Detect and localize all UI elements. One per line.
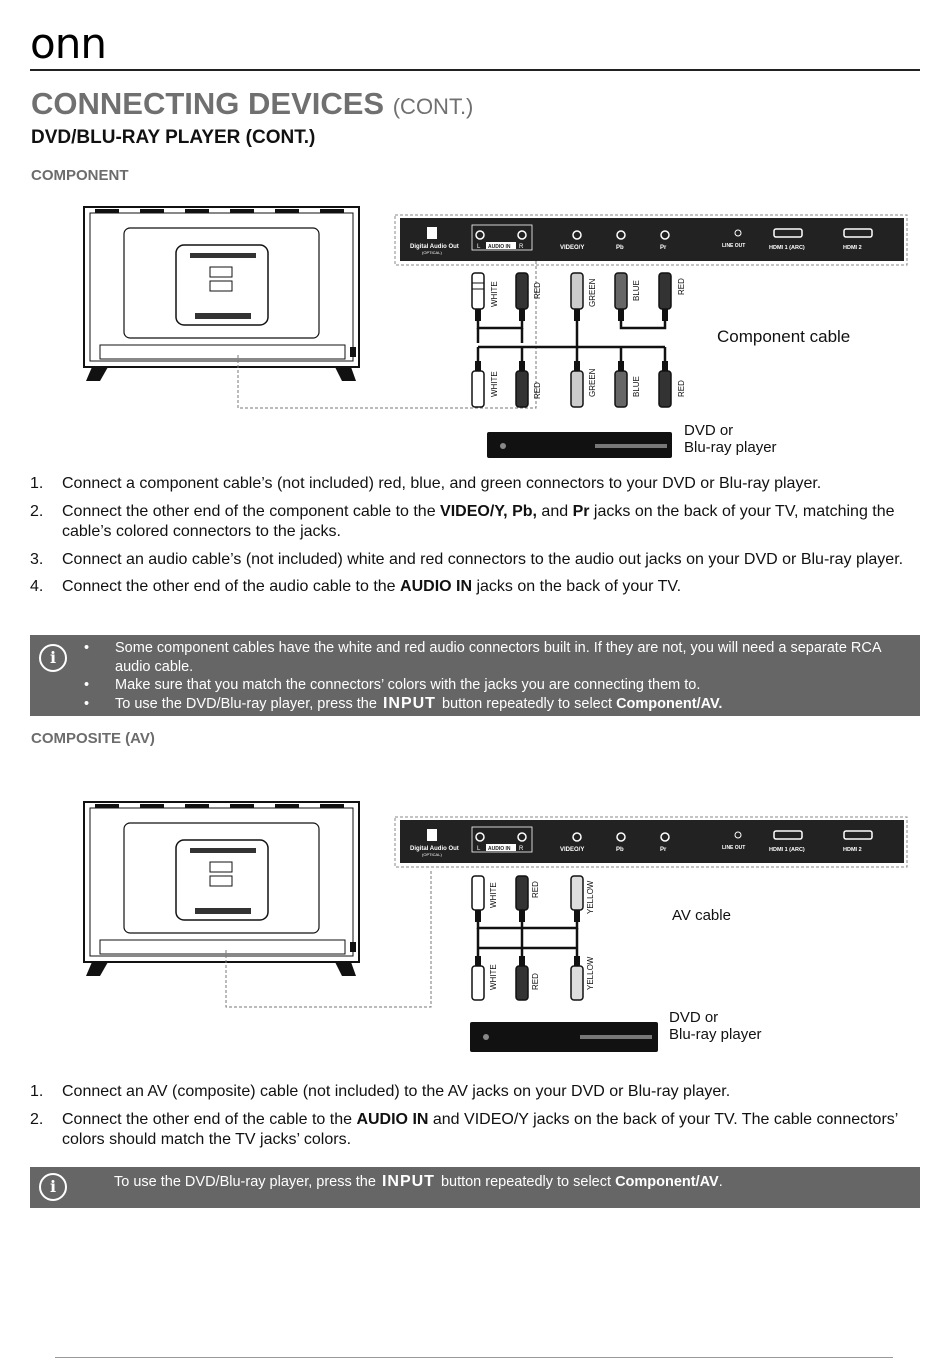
step-text: jacks on the back of your TV. [472, 578, 682, 595]
player-label-line1: DVD or [669, 1009, 719, 1026]
plug-label-red-top: RED [531, 881, 540, 898]
plug-label-red-bottom: RED [531, 973, 540, 990]
step-text: Connect the other end of the component cable to the [62, 502, 441, 520]
label-line-out: LINE OUT [722, 243, 746, 249]
av-cable-wires [478, 922, 577, 958]
step-number: 2. [30, 502, 44, 520]
brand-logo: onn [30, 19, 106, 68]
plug-label-green-top: GREEN [588, 278, 597, 307]
tv-back-illustration [84, 207, 359, 381]
step-text: jacks on the back of your TV, matching the cable’s colored connectors to the jacks. [62, 502, 895, 540]
plug-label-red-bottom: RED [533, 382, 542, 399]
note-text: . [718, 1174, 723, 1190]
list-item [30, 577, 925, 598]
plug-label-white-top: WHITE [489, 882, 498, 908]
step-bold: Pr [572, 502, 590, 520]
bullet: • [84, 640, 90, 656]
page-title [31, 86, 473, 125]
label-digital-audio-out: Digital Audio Out [410, 244, 459, 250]
input-key-label: INPUT [382, 694, 436, 712]
info-icon: i [39, 644, 67, 672]
label-r: R [519, 846, 524, 852]
info-icon: i [39, 1173, 67, 1201]
composite-diagram [0, 790, 950, 1060]
step-text: and [536, 502, 573, 520]
bullet: • [84, 695, 90, 712]
label-l: L [477, 846, 481, 852]
component-note-box [30, 635, 920, 716]
bottom-rule [55, 1357, 893, 1358]
note-text: button repeatedly to select [441, 695, 613, 712]
list-item [30, 474, 925, 495]
label-video-y: VIDEO/Y [560, 245, 585, 251]
step-text: and VIDEO/Y jacks on the back of your TV. The cable connectors’ colors should match the TV jacks’ colors. [62, 1110, 898, 1148]
step-number: 1. [30, 475, 44, 492]
plug-label-yellow-bottom: YELLOW [586, 956, 595, 990]
note-text-line [114, 1173, 723, 1191]
plug-label-red-top: RED [533, 282, 542, 299]
player-label-line1: DVD or [684, 422, 734, 439]
av-cable-label: AV cable [672, 907, 731, 924]
label-line-out: LINE OUT [722, 845, 746, 851]
step-bold: AUDIO IN [356, 1110, 429, 1128]
label-pb: Pb [616, 847, 624, 853]
label-pr: Pr [660, 847, 667, 853]
note-text: Make sure that you match the connectors’ colors with the jacks you are connecting them to. [115, 677, 701, 693]
label-digital-audio-out: Digital Audio Out [410, 846, 459, 852]
plug-label-blue-bottom: BLUE [632, 376, 641, 397]
tv-back-illustration [84, 802, 359, 976]
plug-label-white-top: WHITE [490, 281, 499, 307]
label-hdmi1: HDMI 1 (ARC) [769, 847, 805, 853]
label-video-y: VIDEO/Y [560, 847, 585, 853]
label-hdmi2: HDMI 2 [843, 847, 862, 853]
step-text: Connect an AV (composite) cable (not included) to the AV jacks on your DVD or Blu-ray player. [62, 1083, 731, 1100]
plug-label-blue-top: BLUE [632, 280, 641, 301]
input-key-label: INPUT [381, 1173, 435, 1190]
note-text: Some component cables have the white and red audio connectors built in. If they are not, you will need a separate RCA audio cable. [115, 640, 881, 675]
step-text: Connect a component cable’s (not included) red, blue, and green connectors to your DVD or Blu-ray player. [62, 475, 822, 492]
player-label-line2: Blu-ray player [669, 1026, 762, 1043]
component-steps [30, 474, 925, 605]
dvd-player-illustration [487, 432, 672, 458]
plug-label-white-bottom: WHITE [489, 964, 498, 990]
composite-steps [30, 1082, 925, 1158]
step-number: 1. [30, 1083, 44, 1100]
step-bold: VIDEO/Y, Pb, [440, 502, 537, 520]
top-rule [30, 69, 920, 71]
step-text: Connect the other end of the audio cable to the [62, 578, 401, 595]
note-text: To use the DVD/Blu-ray player, press the [115, 695, 377, 712]
step-bold: AUDIO IN [400, 578, 473, 595]
label-r: R [519, 244, 524, 250]
list-item [30, 550, 925, 571]
plug-label-red2-bottom: RED [677, 380, 686, 397]
page-title-main: CONNECTING DEVICES [31, 86, 385, 121]
plug-label-white-bottom: WHITE [490, 371, 499, 397]
note-item [30, 676, 920, 695]
component-cable-wires [478, 321, 665, 363]
bullet: • [84, 677, 90, 693]
list-item [30, 1110, 925, 1151]
component-diagram [0, 195, 950, 467]
list-item [30, 502, 925, 543]
composite-heading: COMPOSITE (AV) [31, 730, 155, 747]
label-pr: Pr [660, 245, 667, 251]
label-l: L [477, 244, 481, 250]
step-number: 2. [30, 1110, 44, 1128]
player-label-line2: Blu-ray player [684, 439, 777, 456]
label-pb: Pb [616, 245, 624, 251]
step-text: Connect an audio cable’s (not included) white and red connectors to the audio out jacks on your DVD or Blu-ray player. [62, 550, 904, 568]
label-hdmi2: HDMI 2 [843, 245, 862, 251]
note-bold: Component/AV. [616, 695, 723, 712]
note-text: button repeatedly to select [440, 1174, 612, 1190]
label-optical: (OPTICAL) [422, 852, 442, 857]
step-number: 3. [30, 550, 44, 568]
step-text: Connect the other end of the cable to the [62, 1110, 357, 1128]
tv-jack-panel [400, 218, 904, 261]
label-optical: (OPTICAL) [422, 250, 442, 255]
label-audio-in: AUDIO IN [488, 244, 511, 250]
composite-note-box [30, 1167, 920, 1208]
note-text: To use the DVD/Blu-ray player, press the [114, 1174, 376, 1190]
section-subtitle: DVD/BLU-RAY PLAYER (CONT.) [31, 127, 316, 148]
step-number: 4. [30, 578, 44, 595]
label-hdmi1: HDMI 1 (ARC) [769, 245, 805, 251]
plug-label-green-bottom: GREEN [588, 368, 597, 397]
label-audio-in: AUDIO IN [488, 846, 511, 852]
list-item [30, 1082, 925, 1103]
page-title-cont: (CONT.) [392, 94, 474, 119]
component-heading: COMPONENT [31, 167, 129, 184]
note-item [30, 695, 920, 714]
dvd-player-illustration [470, 1022, 658, 1052]
plug-label-yellow-top: YELLOW [586, 880, 595, 914]
note-item [30, 639, 920, 676]
component-plugs [472, 273, 671, 407]
component-cable-label: Component cable [717, 327, 851, 346]
tv-jack-panel [400, 820, 904, 863]
note-bold: Component/AV [615, 1174, 719, 1190]
plug-label-red2-top: RED [677, 278, 686, 295]
